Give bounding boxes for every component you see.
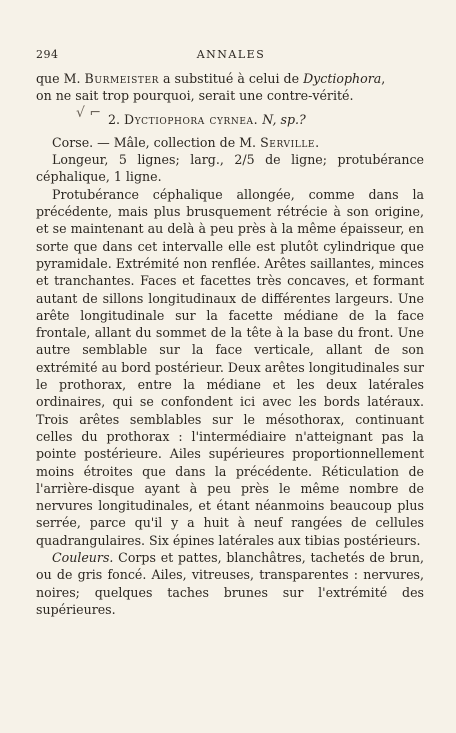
colors-paragraph: Couleurs. Corps et pattes, blanchâtres, tachetés de brun, ou de gris foncé. Ailes, vitreuses, transparentes : nervures, noires; quelques taches brunes sur l'extrémité des supérieures. [36, 550, 424, 617]
colors-label: Couleurs. [52, 550, 114, 566]
handwritten-check-mark: √ ⌐ [76, 104, 102, 121]
page-header [36, 48, 426, 64]
running-head: ANNALES [196, 48, 266, 61]
text-line-2: on ne sait trop pourquoi, serait une contre-vérité. [36, 88, 354, 104]
locality-line: Corse. — Mâle, collection de M. Serville. [52, 134, 320, 150]
species-heading: √ ⌐ 2. Dyctiophora cyrnea. N, sp.? [76, 104, 306, 127]
measurements-paragraph: Longeur, 5 lignes; larg., 2/5 de ligne; protubérance céphalique, 1 ligne. [36, 152, 424, 185]
species-title: Dyctiophora cyrnea. [124, 111, 259, 127]
text-line-1: que M. Burmeister a substitué à celui de Dyctiophora, [36, 71, 386, 86]
genus-name: Dyctiophora [303, 71, 382, 86]
collector-name: Serville [260, 134, 316, 150]
description-paragraph: Protubérance céphalique allongée, comme dans la précédente, mais plus brusquement rétrécie à son origine, et se maintenant au delà à peu près à la même épaisseur, en sorte que dans cet intervalle elle est plutôt cylindrique que pyramidale. Extrémité non renflée. Arêtes saillantes, minces et tranchantes. Faces et facettes très concaves, et formant autant de sillons longitudinaux de différentes largeurs. Une arête longitudinale sur la facette médiane de la face frontale, allant du sommet de la tête à la base du front. Une autre semblable sur la face verticale, allant de son extrémité au bord postérieur. Deux arêtes longitudinales sur le prothorax, entre la médiane et les deux latérales ordinaires, qui se confondent ici avec les bords latéraux. Trois arêtes semblables sur le mésothorax, continuant celles du prothorax : l'intermédiaire n'atteignant pas la pointe postérieure. Ailes supérieures proportionnellement moins étroites que dans la précédente. Réticulation de l'arrière-disque ayant à peu près le même nombre de nervures longitudinales, et étant néanmoins beaucoup plus serrée, parce qu'il y a huit à neuf rangées de cellules quadrangulaires. Six épines latérales aux tibias postérieurs. [36, 186, 424, 548]
species-author: N, sp.? [262, 111, 306, 127]
author-name: Burmeister [84, 71, 160, 86]
body-text [36, 70, 424, 618]
page-number: 294 [36, 48, 59, 61]
